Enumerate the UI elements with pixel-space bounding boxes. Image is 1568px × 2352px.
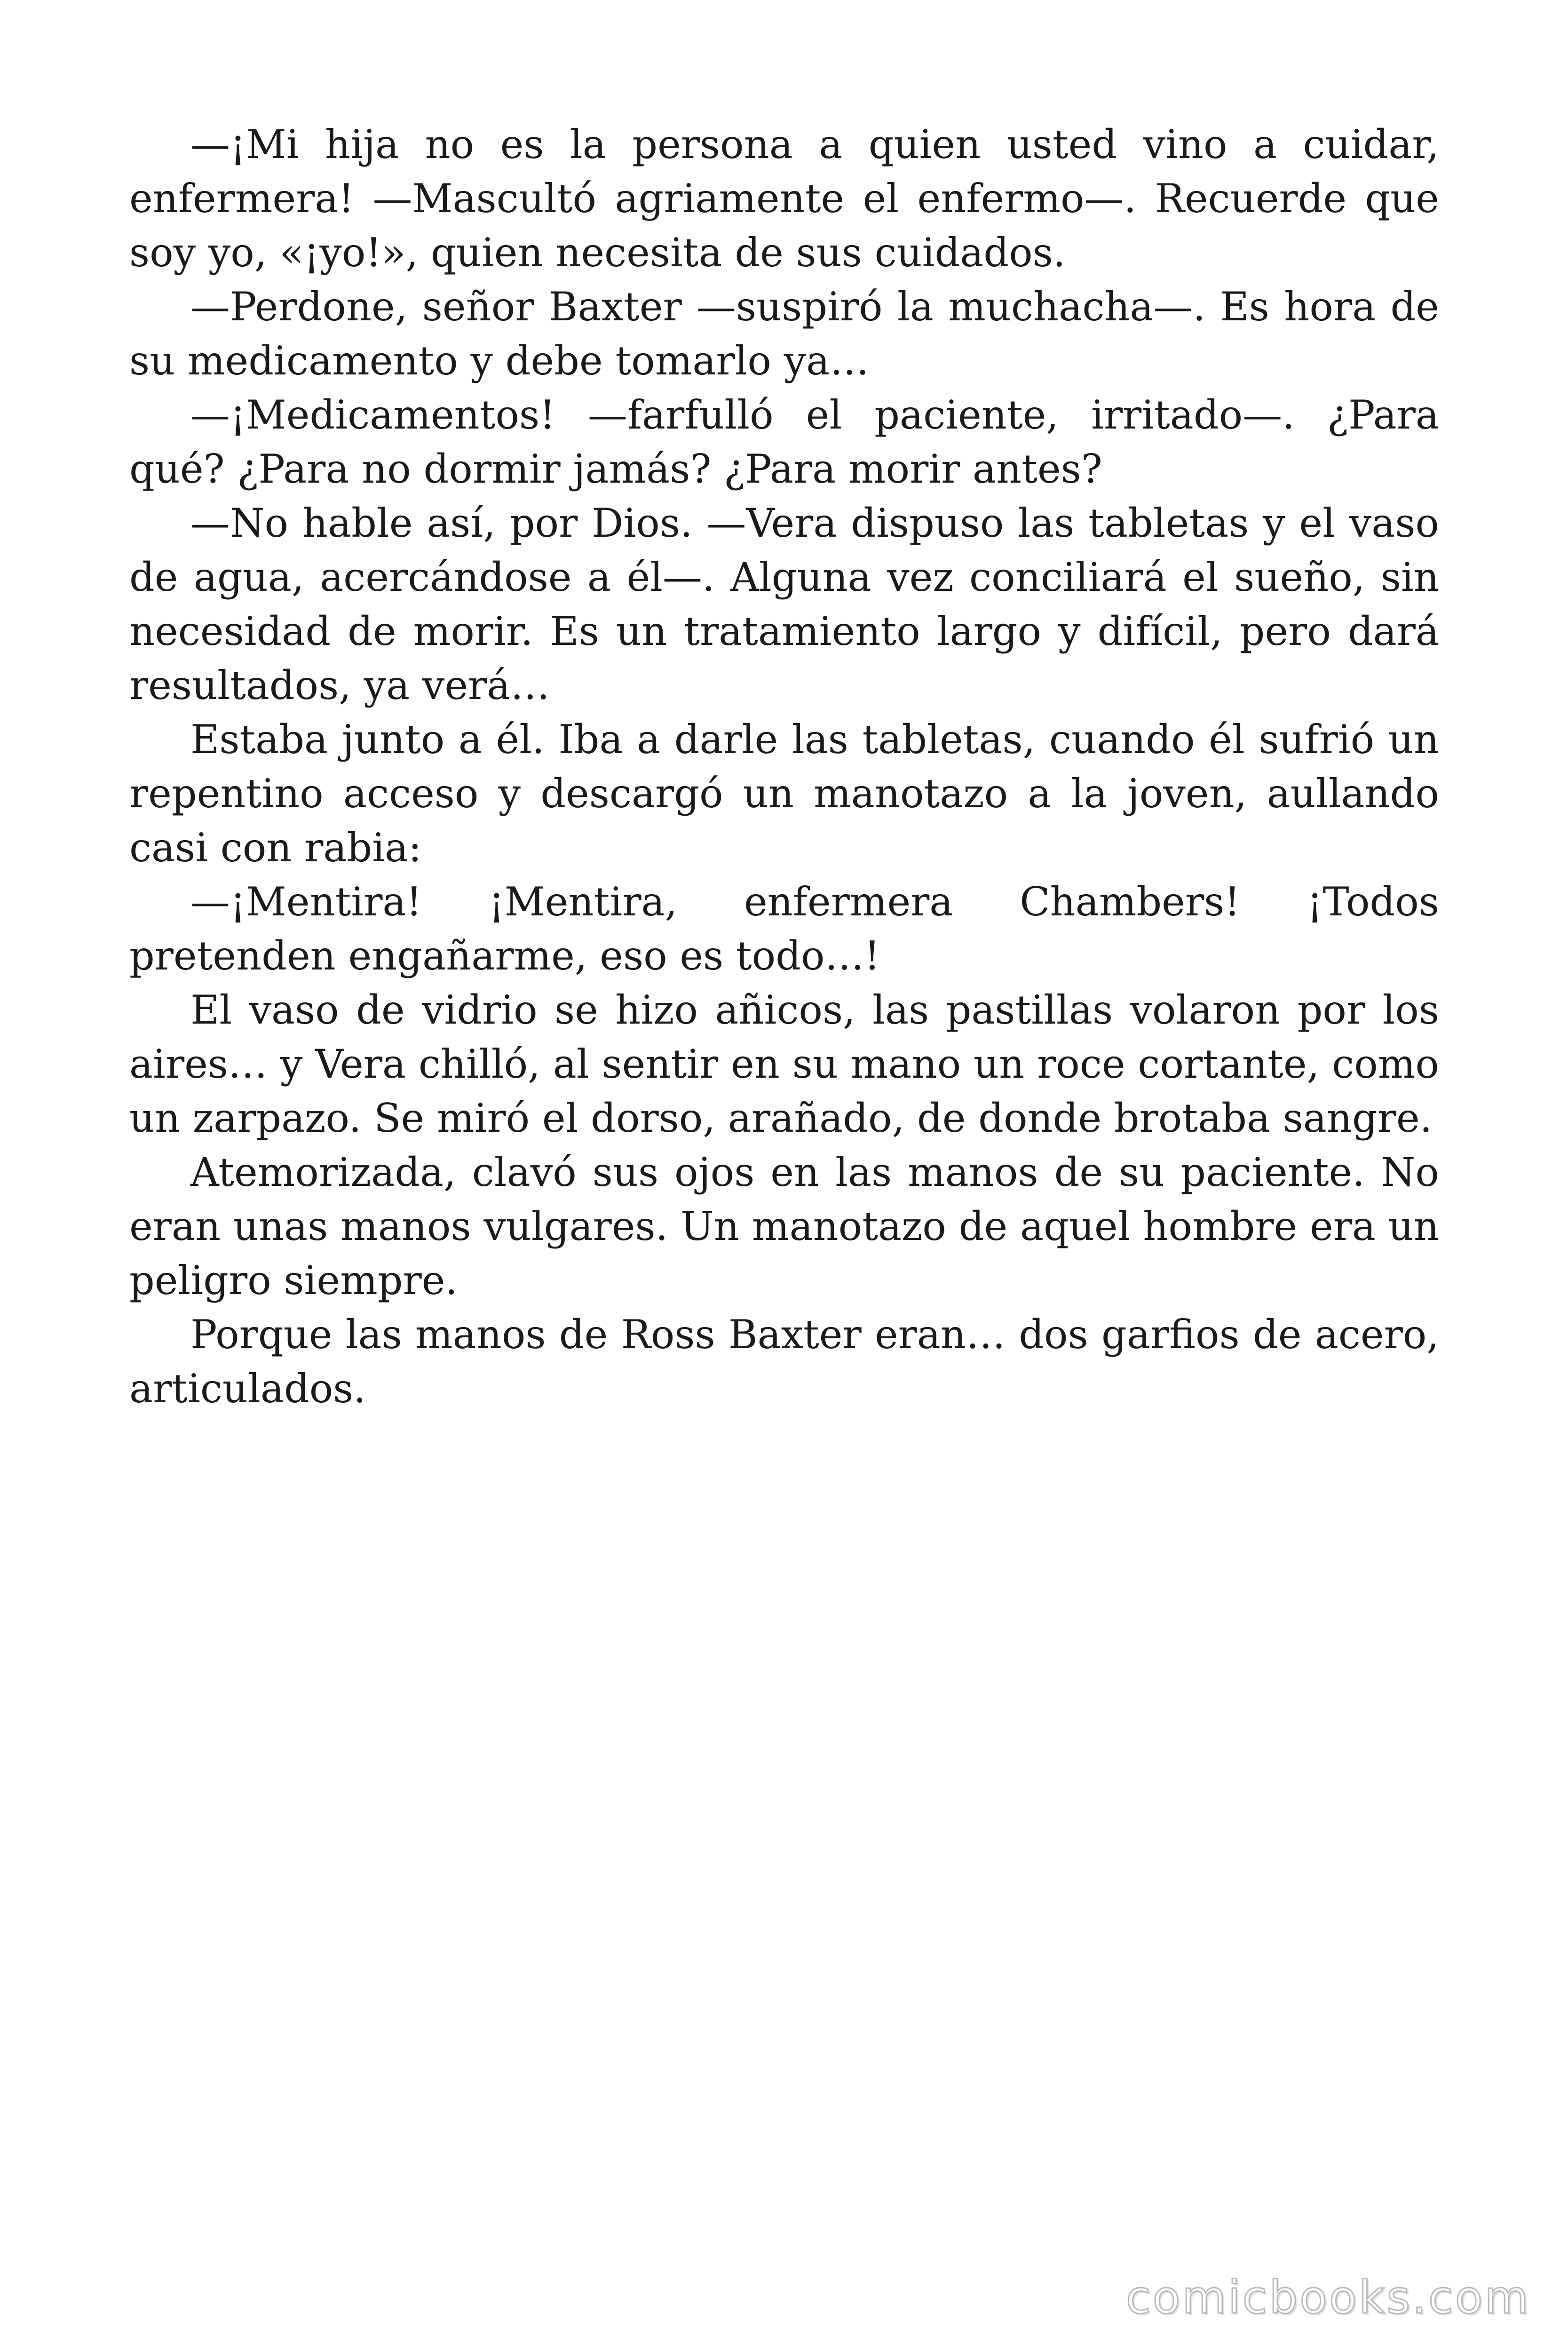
paragraph: Estaba junto a él. Iba a darle las tabletas, cuando él sufrió un repentino acceso y descargó un manotazo a la joven, aullando casi con rabia: — [129, 716, 1439, 871]
paragraph: —¡Mi hija no es la persona a quien usted vino a cuidar, enfermera! —Mascultó agriamente el enfermo—. Recuerde que soy yo, «¡yo!», quien necesita de sus cuidados. — [129, 121, 1439, 276]
paragraph: El vaso de vidrio se hizo añicos, las pastillas volaron por los aires… y Vera chilló, al sentir en su mano un roce cortante, como un zarpazo. Se miró el dorso, arañado, de donde brotaba sangre. — [129, 987, 1439, 1141]
paragraph: Atemorizada, clavó sus ojos en las manos de su paciente. No eran unas manos vulgares. Un manotazo de aquel hombre era un peligro siempre. — [129, 1149, 1439, 1303]
watermark: comicbooks.com — [1125, 2271, 1530, 2324]
paragraph: —Perdone, señor Baxter —suspiró la muchacha—. Es hora de su medicamento y debe tomarlo ya… — [129, 284, 1439, 384]
paragraph: —¡Mentira! ¡Mentira, enfermera Chambers! ¡Todos pretenden engañarme, eso es todo…! — [129, 879, 1439, 979]
page-text-block — [129, 118, 1439, 1416]
paragraph: —No hable así, por Dios. —Vera dispuso las tabletas y el vaso de agua, acercándose a él—. Alguna vez conciliará el sueño, sin necesidad de morir. Es un tratamiento largo y difícil, pero dará resultados, ya verá… — [129, 500, 1439, 708]
paragraph: —¡Medicamentos! —farfulló el paciente, irritado—. ¿Para qué? ¿Para no dormir jamás? ¿Para morir antes? — [129, 392, 1439, 492]
paragraph: Porque las manos de Ross Baxter eran… dos garfios de acero, articulados. — [129, 1311, 1439, 1412]
